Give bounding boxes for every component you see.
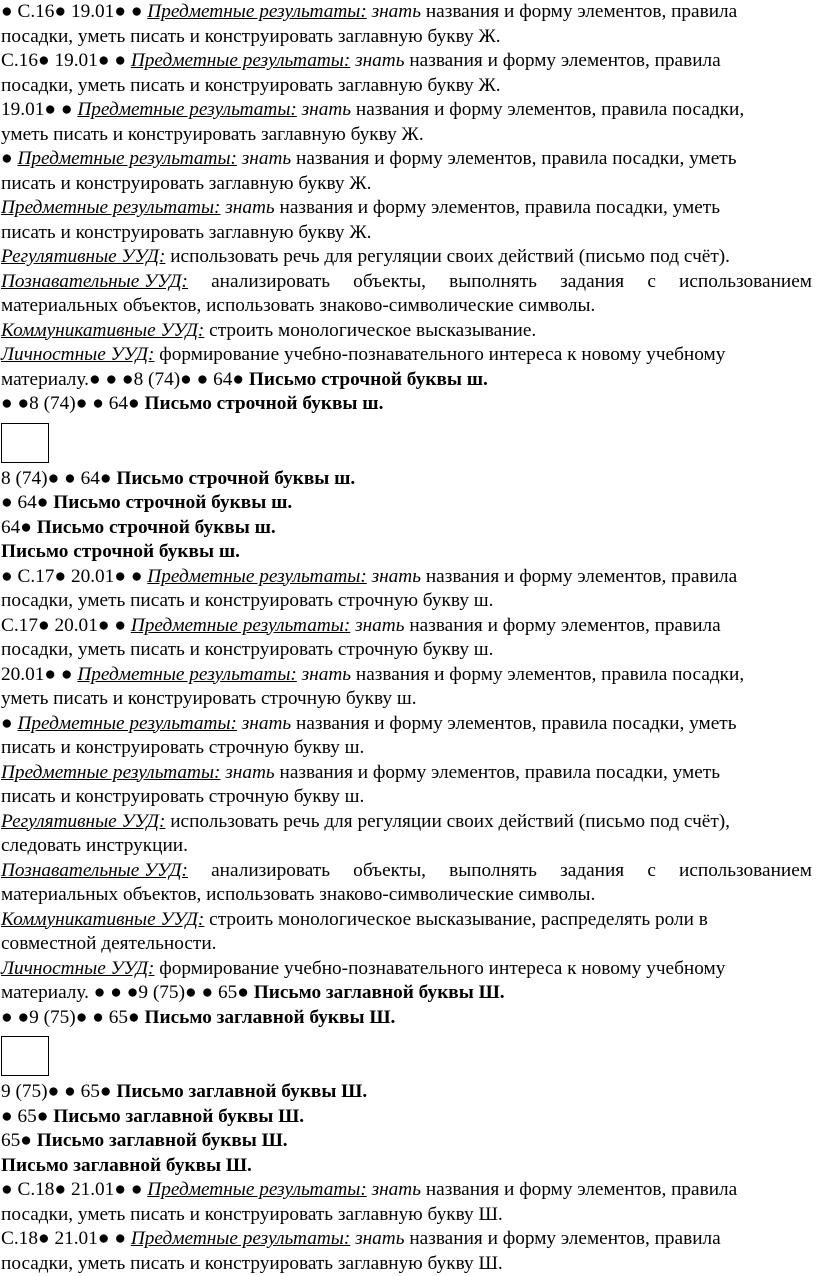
text-span: Письмо заглавной буквы Ш.: [53, 1106, 304, 1127]
text-line: [1, 467, 816, 492]
text-span: посадки, уметь писать и конструировать строчную букву ш.: [1, 639, 493, 660]
text-line-justified: [1, 270, 816, 295]
text-span: Предметные результаты:: [17, 148, 236, 169]
text-span: 20.01: [54, 615, 97, 636]
text-span: С.17: [1, 615, 38, 636]
bullet-icon: ●: [114, 615, 126, 636]
text-line: [1, 834, 816, 859]
text-line: [1, 957, 816, 982]
bullet-icon: ●: [185, 982, 197, 1003]
bullet-icon: ●: [114, 1, 126, 22]
text-span: материалу.: [1, 369, 89, 390]
text-span: 21.01: [71, 1179, 114, 1200]
bullet-icon: ●: [131, 1179, 143, 1200]
bullet-icon: ●: [54, 1179, 66, 1200]
bullet-icon: ●: [114, 1228, 126, 1249]
bullet-icon: ●: [92, 1007, 104, 1028]
bullet-icon: ●: [1, 1007, 13, 1028]
bullet-icon: ●: [131, 1, 143, 22]
text-span: названия и форму элементов, правила: [426, 566, 737, 587]
bullet-icon: ●: [64, 1081, 76, 1102]
bullet-icon: ●: [38, 1228, 50, 1249]
text-line: [1, 98, 816, 123]
text-span: названия и форму элементов, правила посадки, уметь: [296, 148, 736, 169]
text-span: знать: [302, 99, 351, 120]
text-span: Письмо строчной буквы ш.: [116, 468, 355, 489]
text-span: 8 (74): [134, 369, 181, 390]
text-span: задания: [560, 270, 624, 295]
bullet-icon: ●: [61, 664, 73, 685]
text-span: Предметные результаты:: [77, 99, 296, 120]
text-span: Письмо строчной буквы ш.: [37, 517, 276, 538]
text-span: использованием: [679, 270, 812, 295]
bullet-icon: ●: [89, 369, 101, 390]
text-line: [1, 74, 816, 99]
text-span: уметь писать и конструировать строчную букву ш.: [1, 688, 417, 709]
text-span: писать и конструировать заглавную букву Ж.: [1, 173, 371, 194]
text-span: совместной деятельности.: [1, 933, 217, 954]
text-span: 9 (75): [138, 982, 185, 1003]
text-span: задания: [560, 859, 624, 884]
bullet-icon: ●: [54, 1, 66, 22]
text-span: Предметные результаты:: [17, 713, 236, 734]
text-span: Предметные результаты:: [1, 197, 220, 218]
bullet-icon: ●: [110, 982, 122, 1003]
bullet-icon: ●: [1, 1179, 13, 1200]
bullet-icon: ●: [44, 99, 56, 120]
bullet-icon: ●: [48, 468, 60, 489]
text-span: 65: [109, 1007, 128, 1028]
text-span: названия и форму элементов, правила посадки, уметь: [280, 197, 720, 218]
text-span: 65: [1, 1130, 20, 1151]
text-line: [1, 908, 816, 933]
text-span: 20.01: [71, 566, 114, 587]
text-span: знать: [242, 148, 291, 169]
text-span: названия и форму элементов, правила: [409, 615, 720, 636]
text-line: [1, 761, 816, 786]
bullet-icon: ●: [1, 148, 13, 169]
text-span: Предметные результаты:: [147, 1179, 366, 1200]
bullet-icon: ●: [1, 713, 13, 734]
bullet-icon: ●: [127, 982, 139, 1003]
text-line: [1, 810, 816, 835]
text-span: Письмо заглавной буквы Ш.: [116, 1081, 367, 1102]
bullet-icon: ●: [114, 1179, 126, 1200]
text-span: посадки, уметь писать и конструировать заглавную букву Ж.: [1, 75, 501, 96]
text-span: строить монологическое высказывание.: [209, 320, 536, 341]
bullet-icon: ●: [38, 50, 50, 71]
bullet-icon: ●: [98, 615, 110, 636]
text-line: [1, 1006, 816, 1031]
text-span: названия и форму элементов, правила: [426, 1179, 737, 1200]
text-span: с: [647, 270, 656, 295]
text-span: Регулятивные УУД:: [1, 246, 165, 267]
text-span: Коммуникативные УУД:: [1, 320, 204, 341]
text-span: названия и форму элементов, правила: [409, 1228, 720, 1249]
text-span: объекты,: [353, 270, 426, 295]
text-span: использовать речь для регуляции своих действий (письмо под счёт).: [170, 246, 730, 267]
text-line: [1, 172, 816, 197]
text-span: 64: [81, 468, 100, 489]
bullet-icon: ●: [61, 99, 73, 120]
text-span: знать: [242, 713, 291, 734]
text-span: формирование учебно-познавательного интереса к новому учебному: [159, 344, 725, 365]
text-span: С.17: [17, 566, 54, 587]
text-span: Коммуникативные УУД:: [1, 909, 204, 930]
text-span: 64: [17, 492, 36, 513]
text-span: с: [647, 859, 656, 884]
empty-box: [1, 423, 49, 463]
text-span: знать: [302, 664, 351, 685]
bullet-icon: ●: [105, 369, 117, 390]
text-line: [1, 687, 816, 712]
text-span: Познавательные УУД:: [1, 270, 188, 295]
bullet-icon: ●: [114, 50, 126, 71]
text-span: Письмо заглавной буквы Ш.: [144, 1007, 395, 1028]
empty-box: [1, 1036, 49, 1076]
text-span: выполнять: [449, 270, 537, 295]
text-span: Письмо заглавной буквы Ш.: [37, 1130, 288, 1151]
text-span: следовать инструкции.: [1, 835, 188, 856]
bullet-icon: ●: [17, 1007, 29, 1028]
text-span: знать: [225, 197, 274, 218]
text-span: Письмо заглавной буквы Ш.: [254, 982, 505, 1003]
text-span: 65: [81, 1081, 100, 1102]
bullet-icon: ●: [100, 1081, 112, 1102]
text-line: [1, 736, 816, 761]
bullet-icon: ●: [180, 369, 192, 390]
text-line: [1, 0, 816, 25]
text-line: [1, 147, 816, 172]
bullet-icon: ●: [44, 664, 56, 685]
bullet-icon: ●: [128, 1007, 140, 1028]
text-line: [1, 883, 816, 908]
text-line: [1, 491, 816, 516]
text-span: писать и конструировать строчную букву ш.: [1, 786, 364, 807]
text-span: названия и форму элементов, правила посадки,: [356, 99, 744, 120]
text-line: [1, 1227, 816, 1252]
text-span: посадки, уметь писать и конструировать строчную букву ш.: [1, 590, 493, 611]
bullet-icon: ●: [76, 1007, 88, 1028]
bullet-icon: ●: [37, 1106, 49, 1127]
text-span: С.18: [1, 1228, 38, 1249]
text-span: С.18: [17, 1179, 54, 1200]
text-span: знать: [355, 615, 404, 636]
text-span: 64: [1, 517, 20, 538]
text-span: выполнять: [449, 859, 537, 884]
text-line-justified: [1, 859, 816, 884]
text-span: объекты,: [353, 859, 426, 884]
text-span: С.16: [17, 1, 54, 22]
text-span: Предметные результаты:: [131, 50, 350, 71]
text-span: названия и форму элементов, правила: [426, 1, 737, 22]
text-span: 8 (74): [1, 468, 48, 489]
bullet-icon: ●: [100, 468, 112, 489]
text-line: [1, 245, 816, 270]
text-span: использованием: [679, 859, 812, 884]
text-span: 19.01: [71, 1, 114, 22]
text-line: [1, 663, 816, 688]
text-span: 65: [218, 982, 237, 1003]
bullet-icon: ●: [94, 982, 106, 1003]
text-span: посадки, уметь писать и конструировать заглавную букву Ш.: [1, 1204, 503, 1225]
bullet-icon: ●: [20, 517, 32, 538]
text-line: [1, 196, 816, 221]
bullet-icon: ●: [64, 468, 76, 489]
text-line: [1, 981, 816, 1006]
text-span: материальных объектов, использовать знаково-символические символы.: [1, 884, 595, 905]
bullet-icon: ●: [237, 982, 249, 1003]
text-span: уметь писать и конструировать заглавную букву Ж.: [1, 124, 424, 145]
bullet-icon: ●: [131, 566, 143, 587]
bullet-icon: ●: [1, 1, 13, 22]
text-span: названия и форму элементов, правила посадки, уметь: [296, 713, 736, 734]
text-span: 20.01: [1, 664, 44, 685]
text-line: [1, 123, 816, 148]
text-span: материалу.: [1, 982, 89, 1003]
text-span: знать: [225, 762, 274, 783]
text-span: Предметные результаты:: [147, 1, 366, 22]
bullet-icon: ●: [54, 566, 66, 587]
bullet-icon: ●: [76, 393, 88, 414]
text-span: названия и форму элементов, правила: [409, 50, 720, 71]
text-span: использовать речь для регуляции своих действий (письмо под счёт),: [170, 811, 730, 832]
text-span: посадки, уметь писать и конструировать заглавную букву Ш.: [1, 1253, 503, 1274]
text-line: [1, 343, 816, 368]
text-line: [1, 1178, 816, 1203]
text-line: [1, 785, 816, 810]
text-line: [1, 392, 816, 417]
text-span: 65: [17, 1106, 36, 1127]
bullet-icon: ●: [92, 393, 104, 414]
bullet-icon: ●: [1, 1106, 13, 1127]
text-line: [1, 319, 816, 344]
text-span: знать: [355, 1228, 404, 1249]
text-line: [1, 1129, 816, 1154]
text-span: 9 (75): [29, 1007, 76, 1028]
text-line: [1, 1080, 816, 1105]
bullet-icon: ●: [232, 369, 244, 390]
text-line: [1, 712, 816, 737]
text-span: посадки, уметь писать и конструировать заглавную букву Ж.: [1, 26, 501, 47]
text-span: Предметные результаты:: [77, 664, 296, 685]
text-span: Письмо строчной буквы ш.: [249, 369, 488, 390]
text-span: формирование учебно-познавательного интереса к новому учебному: [159, 958, 725, 979]
text-span: знать: [372, 566, 421, 587]
text-span: Предметные результаты:: [131, 1228, 350, 1249]
text-span: Личностные УУД:: [1, 344, 154, 365]
text-span: Личностные УУД:: [1, 958, 154, 979]
text-span: писать и конструировать заглавную букву Ж.: [1, 222, 371, 243]
text-span: 19.01: [1, 99, 44, 120]
text-span: названия и форму элементов, правила посадки, уметь: [280, 762, 720, 783]
text-span: Регулятивные УУД:: [1, 811, 165, 832]
text-span: С.16: [1, 50, 38, 71]
text-span: 19.01: [54, 50, 97, 71]
text-span: анализировать: [211, 859, 330, 884]
text-line: [1, 49, 816, 74]
text-line: [1, 294, 816, 319]
text-span: знать: [372, 1, 421, 22]
bullet-icon: ●: [122, 369, 134, 390]
bullet-icon: ●: [201, 982, 213, 1003]
text-line: [1, 932, 816, 957]
text-line: [1, 25, 816, 50]
text-line: [1, 565, 816, 590]
lesson-heading: [1, 1154, 816, 1179]
bullet-icon: ●: [37, 492, 49, 513]
bullet-icon: ●: [1, 393, 13, 414]
text-line: [1, 638, 816, 663]
text-span: анализировать: [211, 270, 330, 295]
text-line: [1, 614, 816, 639]
text-span: названия и форму элементов, правила посадки,: [356, 664, 744, 685]
text-span: 64: [213, 369, 232, 390]
text-span: Познавательные УУД:: [1, 859, 188, 884]
bullet-icon: ●: [17, 393, 29, 414]
text-span: Предметные результаты:: [1, 762, 220, 783]
bullet-icon: ●: [20, 1130, 32, 1151]
bullet-icon: ●: [197, 369, 209, 390]
text-span: Письмо строчной буквы ш.: [1, 541, 240, 562]
lesson-heading: [1, 540, 816, 565]
text-span: материальных объектов, использовать знаково-символические символы.: [1, 295, 595, 316]
text-span: писать и конструировать строчную букву ш.: [1, 737, 364, 758]
bullet-icon: ●: [1, 566, 13, 587]
text-span: Письмо заглавной буквы Ш.: [1, 1155, 252, 1176]
text-line: [1, 1203, 816, 1228]
bullet-icon: ●: [128, 393, 140, 414]
text-line: [1, 1105, 816, 1130]
text-line: [1, 516, 816, 541]
bullet-icon: ●: [48, 1081, 60, 1102]
text-span: 9 (75): [1, 1081, 48, 1102]
text-line: [1, 221, 816, 246]
text-span: 21.01: [54, 1228, 97, 1249]
text-span: 64: [109, 393, 128, 414]
text-span: знать: [355, 50, 404, 71]
text-span: строить монологическое высказывание, распределять роли в: [209, 909, 708, 930]
text-span: Предметные результаты:: [147, 566, 366, 587]
bullet-icon: ●: [98, 1228, 110, 1249]
text-span: знать: [372, 1179, 421, 1200]
text-span: 8 (74): [29, 393, 76, 414]
text-span: Письмо строчной буквы ш.: [144, 393, 383, 414]
bullet-icon: ●: [114, 566, 126, 587]
text-span: Письмо строчной буквы ш.: [53, 492, 292, 513]
text-line: [1, 368, 816, 393]
text-line: [1, 1252, 816, 1276]
text-line: [1, 589, 816, 614]
bullet-icon: ●: [1, 492, 13, 513]
bullet-icon: ●: [98, 50, 110, 71]
bullet-icon: ●: [38, 615, 50, 636]
text-span: Предметные результаты:: [131, 615, 350, 636]
